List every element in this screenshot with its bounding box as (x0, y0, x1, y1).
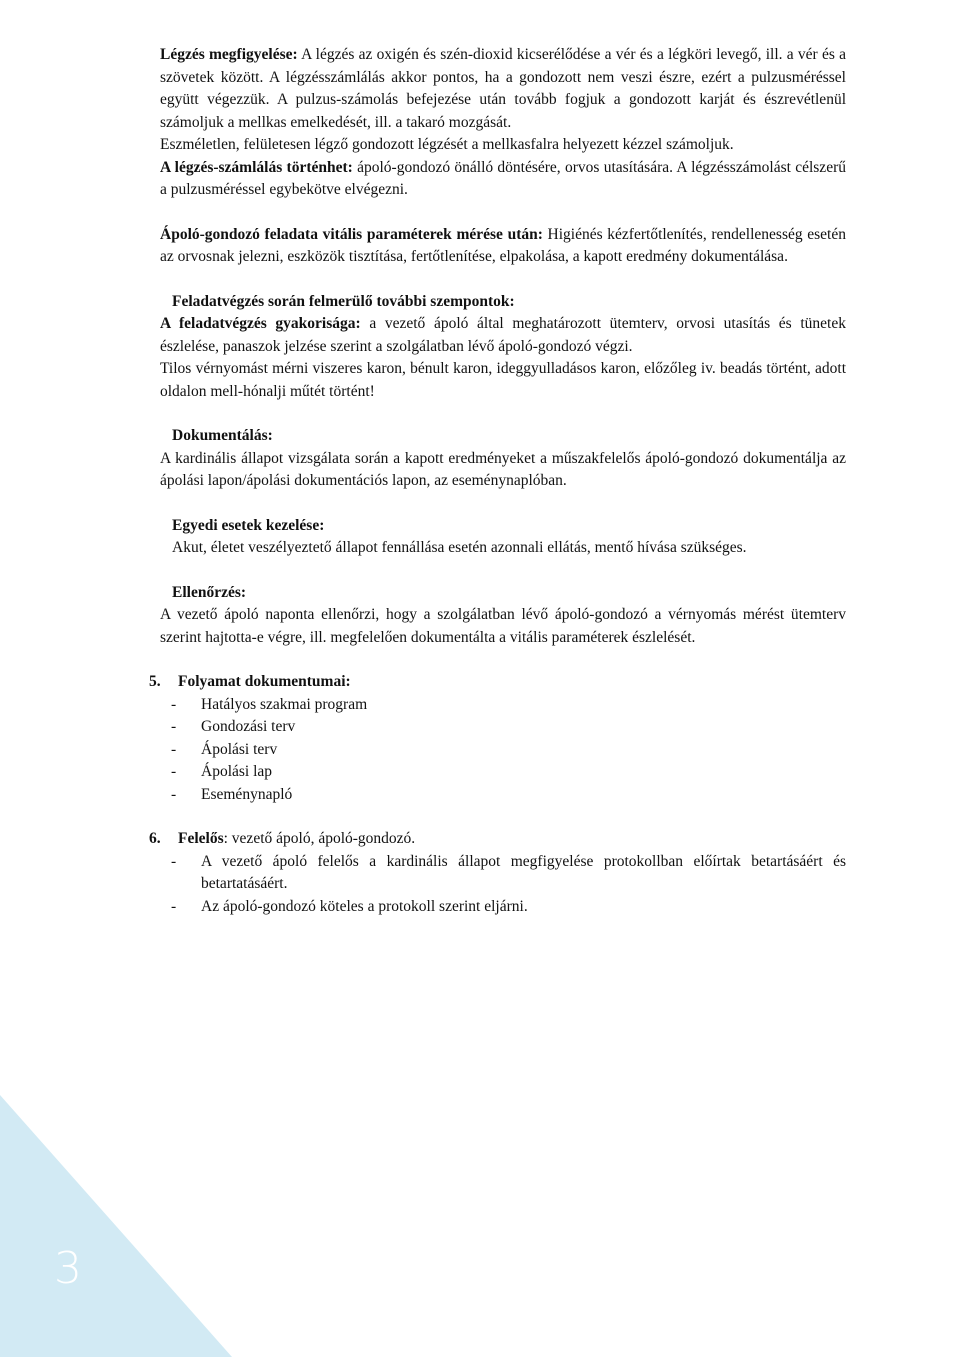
egyedi-heading-text: Egyedi esetek kezelése: (172, 516, 325, 534)
legzes-label: Légzés megfigyelése: (160, 46, 298, 63)
section-5-list (160, 694, 846, 807)
list-item (160, 851, 846, 896)
legzes-szamlalas-text: ápoló-gondozó önálló döntésére, orvos utasítására. A légzésszámolást célszerű a pulzusméréssel egybekötve elvégezni. (160, 158, 846, 198)
corner-triangle (0, 1095, 232, 1357)
dash-bullet: - (171, 852, 177, 870)
ellenorzes-heading (160, 582, 846, 605)
dokumentalas-heading (160, 425, 846, 448)
section-6-list (160, 851, 846, 919)
section-6-title-rest: : vezető ápoló, ápoló-gondozó. (223, 830, 416, 847)
egyedi-paragraph: Akut, életet veszélyeztető állapot fennállása esetén azonnali ellátás, mentő hívása szükséges. (172, 539, 747, 556)
dash-bullet: - (171, 695, 177, 713)
legzes-paragraph-2: Eszméletlen, felületesen légző gondozott légzését a mellkasfalra helyezett kézzel számoljuk. (160, 136, 734, 153)
apolo-text: Higiénés kézfertőtlenítés, rendellenesség esetén az orvosnak jelezni, eszközök tisztítása, fertőtlenítése, elpakolása, a kapott eredmény dokumentálása. (160, 225, 846, 265)
corner-decoration (0, 1095, 232, 1357)
section-5-number: 5. (149, 673, 161, 690)
list-item-text: Ápolási terv (201, 740, 278, 758)
feladat-heading-text: Feladatvégzés során felmerülő további szempontok: (172, 292, 515, 310)
feladat-paragraph-2: Tilos vérnyomást mérni viszeres karon, bénult karon, ideggyulladásos karon, előzőleg iv. beadás történt, adott oldalon mell-hónalji műtét történt! (160, 360, 846, 400)
ellenorzes-heading-text: Ellenőrzés: (172, 583, 247, 601)
list-item (160, 784, 846, 807)
legzes-paragraph-3 (160, 157, 846, 202)
feladat-label: A feladatvégzés gyakorisága: (160, 315, 361, 332)
section-5-heading (149, 671, 846, 694)
section-6-heading (149, 828, 846, 851)
legzes-szamlalas-label: A légzés-számlálás történhet: (160, 158, 353, 176)
dash-bullet: - (171, 718, 177, 735)
feladat-text: a vezető ápoló által meghatározott ütemterv, orvosi utasítás és tünetek észlelése, panaszok jelzése szerint a szolgálatban lévő ápoló-gondozó végzi. (160, 315, 846, 355)
dokumentalas-heading-text: Dokumentálás: (172, 427, 273, 444)
legzes-text: A légzés az oxigén és szén-dioxid kicserélődése a vér és a légköri levegő, ill. a vér és a szövetek között. A légzésszámlálás akkor pontos, ha a gondozott nem veszi észre, ezért a pulzusméréssel együtt végezzük. A pulzus-számolás befejezése után tovább fogjuk a gondozott karját és észrevétlenül számoljuk a mellkas emelkedését, ill. a takaró mozgását. (160, 46, 846, 131)
feladat-paragraph (160, 313, 846, 358)
section-5-title: Folyamat dokumentumai: (178, 673, 351, 690)
list-item-text: Ápolási lap (201, 763, 273, 780)
page-number: 3 (54, 1243, 82, 1294)
legzes-paragraph (160, 44, 846, 134)
section-6-number: 6. (149, 830, 161, 847)
list-item (160, 896, 846, 919)
apolo-label: Ápoló-gondozó feladata vitális paraméterek mérése után: (160, 225, 543, 243)
list-item (160, 761, 846, 784)
section-6-title: Felelős (178, 830, 224, 847)
list-item-text: Az ápoló-gondozó köteles a protokoll szerint eljárni. (201, 897, 528, 915)
list-item-text: Hatályos szakmai program (201, 695, 368, 713)
list-item (160, 716, 846, 739)
list-item-text: A vezető ápoló felelős a kardinális állapot megfigyelése protokollban előírtak betartásáért és betartatásáért. (201, 852, 846, 892)
list-item (160, 739, 846, 762)
document-body (149, 44, 846, 918)
list-item (160, 694, 846, 717)
list-item-text: Eseménynapló (201, 785, 293, 803)
apolo-paragraph (160, 224, 846, 269)
egyedi-heading (160, 515, 846, 538)
dash-bullet: - (171, 763, 177, 780)
dokumentalas-paragraph: A kardinális állapot vizsgálata során a kapott eredményeket a műszakfelelős ápoló-gondozó dokumentálja az ápolási lapon/ápolási dokumentációs lapon, az eseménynaplóban. (160, 449, 846, 489)
dash-bullet: - (171, 897, 177, 915)
feladat-heading (160, 291, 846, 314)
ellenorzes-paragraph: A vezető ápoló naponta ellenőrzi, hogy a szolgálatban lévő ápoló-gondozó a vérnyomás mérést ütemterv szerint hajtotta-e végre, ill. megfelelően dokumentálta a vitális paraméterek észlelését. (160, 606, 846, 646)
list-item-text: Gondozási terv (201, 718, 296, 735)
dash-bullet: - (171, 785, 177, 803)
dash-bullet: - (171, 740, 177, 758)
